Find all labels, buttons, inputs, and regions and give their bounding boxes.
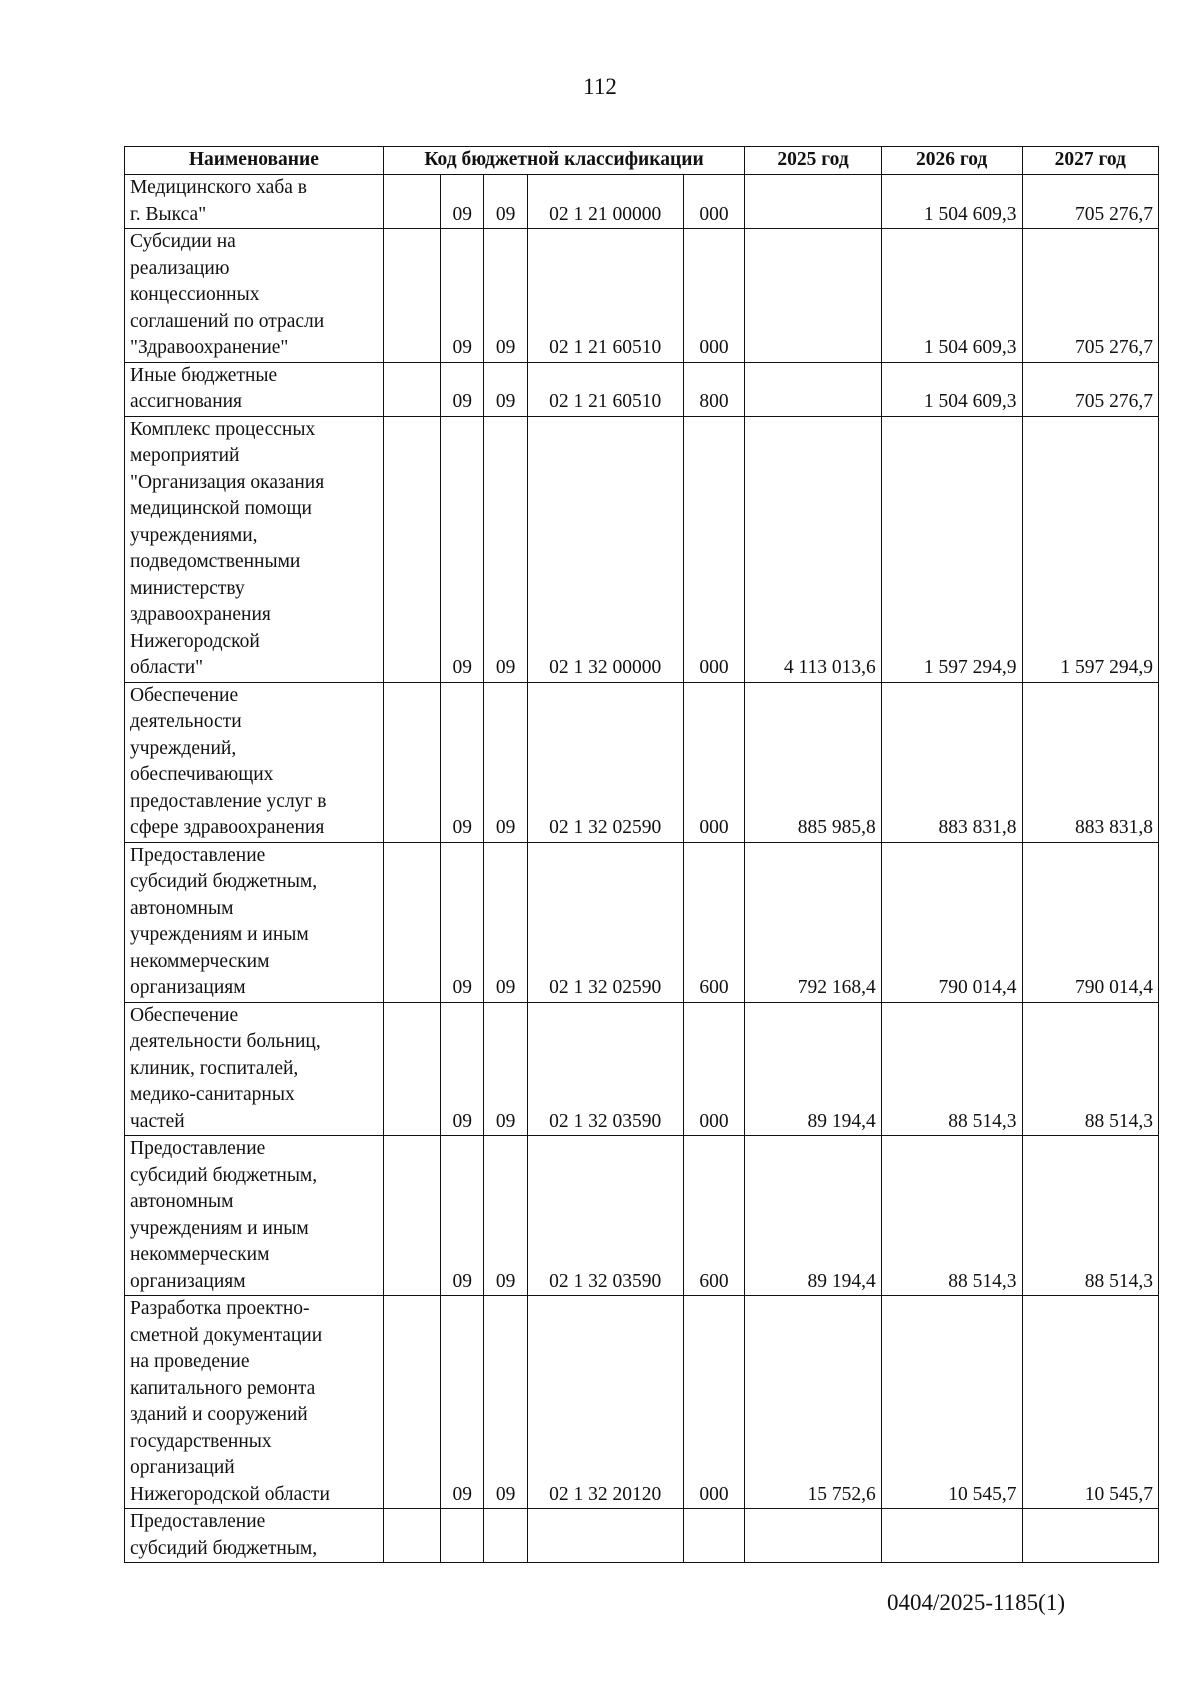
row-name (125, 1136, 384, 1296)
code-expense-type: 000 (683, 175, 745, 229)
table-body (125, 175, 1159, 1563)
amount-2027: 10 545,7 (1022, 1296, 1158, 1509)
code-target: 02 1 32 02590 (527, 682, 683, 842)
amount-2026 (881, 1509, 1022, 1563)
code-subsection: 09 (484, 416, 527, 682)
code-extra (383, 1136, 440, 1296)
code-section (441, 1509, 484, 1563)
row-name-line: зданий и сооружений (130, 1404, 308, 1425)
code-subsection: 09 (484, 1002, 527, 1136)
code-section: 09 (441, 416, 484, 682)
code-target: 02 1 32 00000 (527, 416, 683, 682)
row-name-line: Предоставление (130, 1511, 266, 1532)
row-name-line: здравоохранения (130, 604, 271, 625)
row-name-line: клиник, госпиталей, (130, 1057, 299, 1079)
amount-2025 (745, 175, 881, 229)
amount-2026: 1 597 294,9 (881, 416, 1022, 682)
row-name-line: учреждений, (130, 737, 237, 759)
code-subsection: 09 (484, 842, 527, 1002)
amount-2025: 792 168,4 (745, 842, 881, 1002)
row-name (125, 1002, 384, 1136)
row-name-line: субсидий бюджетным, (130, 871, 318, 892)
amount-2026: 1 504 609,3 (881, 175, 1022, 229)
row-name-line: некоммерческим (130, 1244, 270, 1265)
code-expense-type: 000 (683, 416, 745, 682)
row-name (125, 1296, 384, 1509)
code-target: 02 1 21 60510 (527, 362, 683, 416)
code-section: 09 (441, 682, 484, 842)
row-name-line: автономным (130, 1191, 234, 1212)
row-name-line: медико-санитарных (130, 1084, 295, 1105)
table-row (125, 1509, 1159, 1563)
amount-2026: 88 514,3 (881, 1002, 1022, 1136)
row-name-line: обеспечивающих (130, 764, 274, 785)
row-name-line: г. Выкса" (130, 203, 207, 225)
row-name (125, 842, 384, 1002)
amount-2025 (745, 1509, 881, 1563)
row-name-line: учреждениям и иным (130, 1217, 309, 1239)
code-target: 02 1 32 03590 (527, 1002, 683, 1136)
code-section: 09 (441, 1296, 484, 1509)
row-name-line: Обеспечение (130, 684, 239, 706)
row-name-line: Субсидии на (130, 231, 236, 252)
code-target: 02 1 21 00000 (527, 175, 683, 229)
amount-2026: 1 504 609,3 (881, 362, 1022, 416)
header-2026: 2026 год (881, 147, 1022, 175)
amount-2025: 4 113 013,6 (745, 416, 881, 682)
row-name-line: Предоставление (130, 844, 266, 866)
code-subsection: 09 (484, 175, 527, 229)
amount-2025: 89 194,4 (745, 1136, 881, 1296)
code-expense-type: 800 (683, 362, 745, 416)
row-name-line: организаций (130, 1457, 235, 1478)
code-subsection: 09 (484, 229, 527, 363)
budget-table (124, 146, 1159, 1563)
row-name-line: Комплекс процессных (130, 418, 316, 440)
row-name-line: медицинской помощи (130, 498, 312, 519)
header-2025: 2025 год (745, 147, 881, 175)
header-2027: 2027 год (1022, 147, 1158, 175)
code-expense-type: 000 (683, 1296, 745, 1509)
amount-2026: 883 831,8 (881, 682, 1022, 842)
code-expense-type (683, 1509, 745, 1563)
row-name (125, 1509, 384, 1563)
row-name-line: деятельности больниц, (130, 1031, 321, 1052)
amount-2025: 885 985,8 (745, 682, 881, 842)
code-expense-type: 600 (683, 1136, 745, 1296)
code-extra (383, 1296, 440, 1509)
table-row (125, 682, 1159, 842)
table-row (125, 1136, 1159, 1296)
code-section: 09 (441, 229, 484, 363)
amount-2027: 705 276,7 (1022, 229, 1158, 363)
row-name-line: подведомственными (130, 551, 301, 572)
code-expense-type: 600 (683, 842, 745, 1002)
code-subsection: 09 (484, 1296, 527, 1509)
amount-2026: 88 514,3 (881, 1136, 1022, 1296)
row-name-line: государственных (130, 1430, 272, 1452)
code-section: 09 (441, 1136, 484, 1296)
code-extra (383, 362, 440, 416)
row-name-line: Нижегородской (130, 630, 260, 652)
row-name-line: сметной документации (130, 1324, 323, 1346)
amount-2027: 88 514,3 (1022, 1002, 1158, 1136)
row-name-line: деятельности (130, 711, 242, 732)
code-target: 02 1 32 03590 (527, 1136, 683, 1296)
code-extra (383, 1509, 440, 1563)
row-name-line: автономным (130, 897, 234, 919)
code-section: 09 (441, 842, 484, 1002)
row-name-line: Иные бюджетные (130, 364, 278, 386)
code-extra (383, 842, 440, 1002)
table-row (125, 362, 1159, 416)
code-subsection: 09 (484, 682, 527, 842)
row-name-line: концессионных (130, 284, 260, 305)
row-name-line: Разработка проектно- (130, 1298, 310, 1319)
row-name-line: министерству (130, 577, 245, 599)
code-subsection (484, 1509, 527, 1563)
page-number: 112 (583, 74, 617, 99)
amount-2027: 705 276,7 (1022, 175, 1158, 229)
amount-2027: 88 514,3 (1022, 1136, 1158, 1296)
code-section: 09 (441, 175, 484, 229)
amount-2027 (1022, 1509, 1158, 1563)
code-expense-type: 000 (683, 229, 745, 363)
row-name (125, 175, 384, 229)
row-name-line: сфере здравоохранения (130, 817, 325, 838)
row-name-line: организациям (130, 1270, 246, 1292)
row-name-line: предоставление услуг в (130, 790, 327, 812)
row-name-line: области" (130, 657, 204, 678)
table-row (125, 416, 1159, 682)
table-row (125, 175, 1159, 229)
row-name-line: учреждениями, (130, 524, 258, 546)
row-name-line: субсидий бюджетным, (130, 1164, 318, 1186)
amount-2027: 1 597 294,9 (1022, 416, 1158, 682)
code-target: 02 1 21 60510 (527, 229, 683, 363)
code-expense-type: 000 (683, 1002, 745, 1136)
row-name-line: мероприятий (130, 445, 240, 466)
row-name-line: реализацию (130, 257, 230, 279)
code-expense-type: 000 (683, 682, 745, 842)
amount-2025: 89 194,4 (745, 1002, 881, 1136)
row-name-line: Нижегородской области (130, 1483, 330, 1505)
amount-2025 (745, 362, 881, 416)
amount-2026: 10 545,7 (881, 1296, 1022, 1509)
row-name-line: Медицинского хаба в (130, 177, 307, 198)
table-row (125, 842, 1159, 1002)
code-extra (383, 416, 440, 682)
code-target: 02 1 32 20120 (527, 1296, 683, 1509)
row-name (125, 416, 384, 682)
amount-2027: 790 014,4 (1022, 842, 1158, 1002)
code-extra (383, 229, 440, 363)
row-name (125, 362, 384, 416)
code-extra (383, 175, 440, 229)
row-name-line: капитального ремонта (130, 1377, 316, 1399)
row-name (125, 682, 384, 842)
amount-2027: 883 831,8 (1022, 682, 1158, 842)
row-name-line: организациям (130, 977, 246, 998)
table-row (125, 1296, 1159, 1509)
table-row (125, 229, 1159, 363)
row-name-line: субсидий бюджетным, (130, 1537, 318, 1559)
code-extra (383, 682, 440, 842)
code-target (527, 1509, 683, 1563)
row-name-line: "Организация оказания (130, 471, 325, 493)
amount-2025: 15 752,6 (745, 1296, 881, 1509)
code-section: 09 (441, 1002, 484, 1136)
row-name-line: учреждениям и иным (130, 924, 309, 945)
document-number: 0404/2025-1185(1) (886, 1590, 1065, 1615)
row-name-line: "Здравоохранение" (130, 337, 289, 358)
row-name-line: на проведение (130, 1351, 250, 1372)
code-target: 02 1 32 02590 (527, 842, 683, 1002)
amount-2026: 790 014,4 (881, 842, 1022, 1002)
row-name-line: Обеспечение (130, 1004, 239, 1026)
amount-2027: 705 276,7 (1022, 362, 1158, 416)
code-section: 09 (441, 362, 484, 416)
header-code: Код бюджетной классификации (383, 147, 745, 175)
amount-2025 (745, 229, 881, 363)
row-name-line: ассигнования (130, 391, 243, 412)
row-name-line: Предоставление (130, 1138, 266, 1159)
header-row (125, 147, 1159, 175)
row-name-line: некоммерческим (130, 950, 270, 972)
table-row (125, 1002, 1159, 1136)
code-subsection: 09 (484, 362, 527, 416)
header-name: Наименование (125, 147, 384, 175)
code-extra (383, 1002, 440, 1136)
row-name (125, 229, 384, 363)
code-subsection: 09 (484, 1136, 527, 1296)
row-name-line: частей (130, 1110, 185, 1132)
amount-2026: 1 504 609,3 (881, 229, 1022, 363)
row-name-line: соглашений по отрасли (130, 310, 325, 332)
